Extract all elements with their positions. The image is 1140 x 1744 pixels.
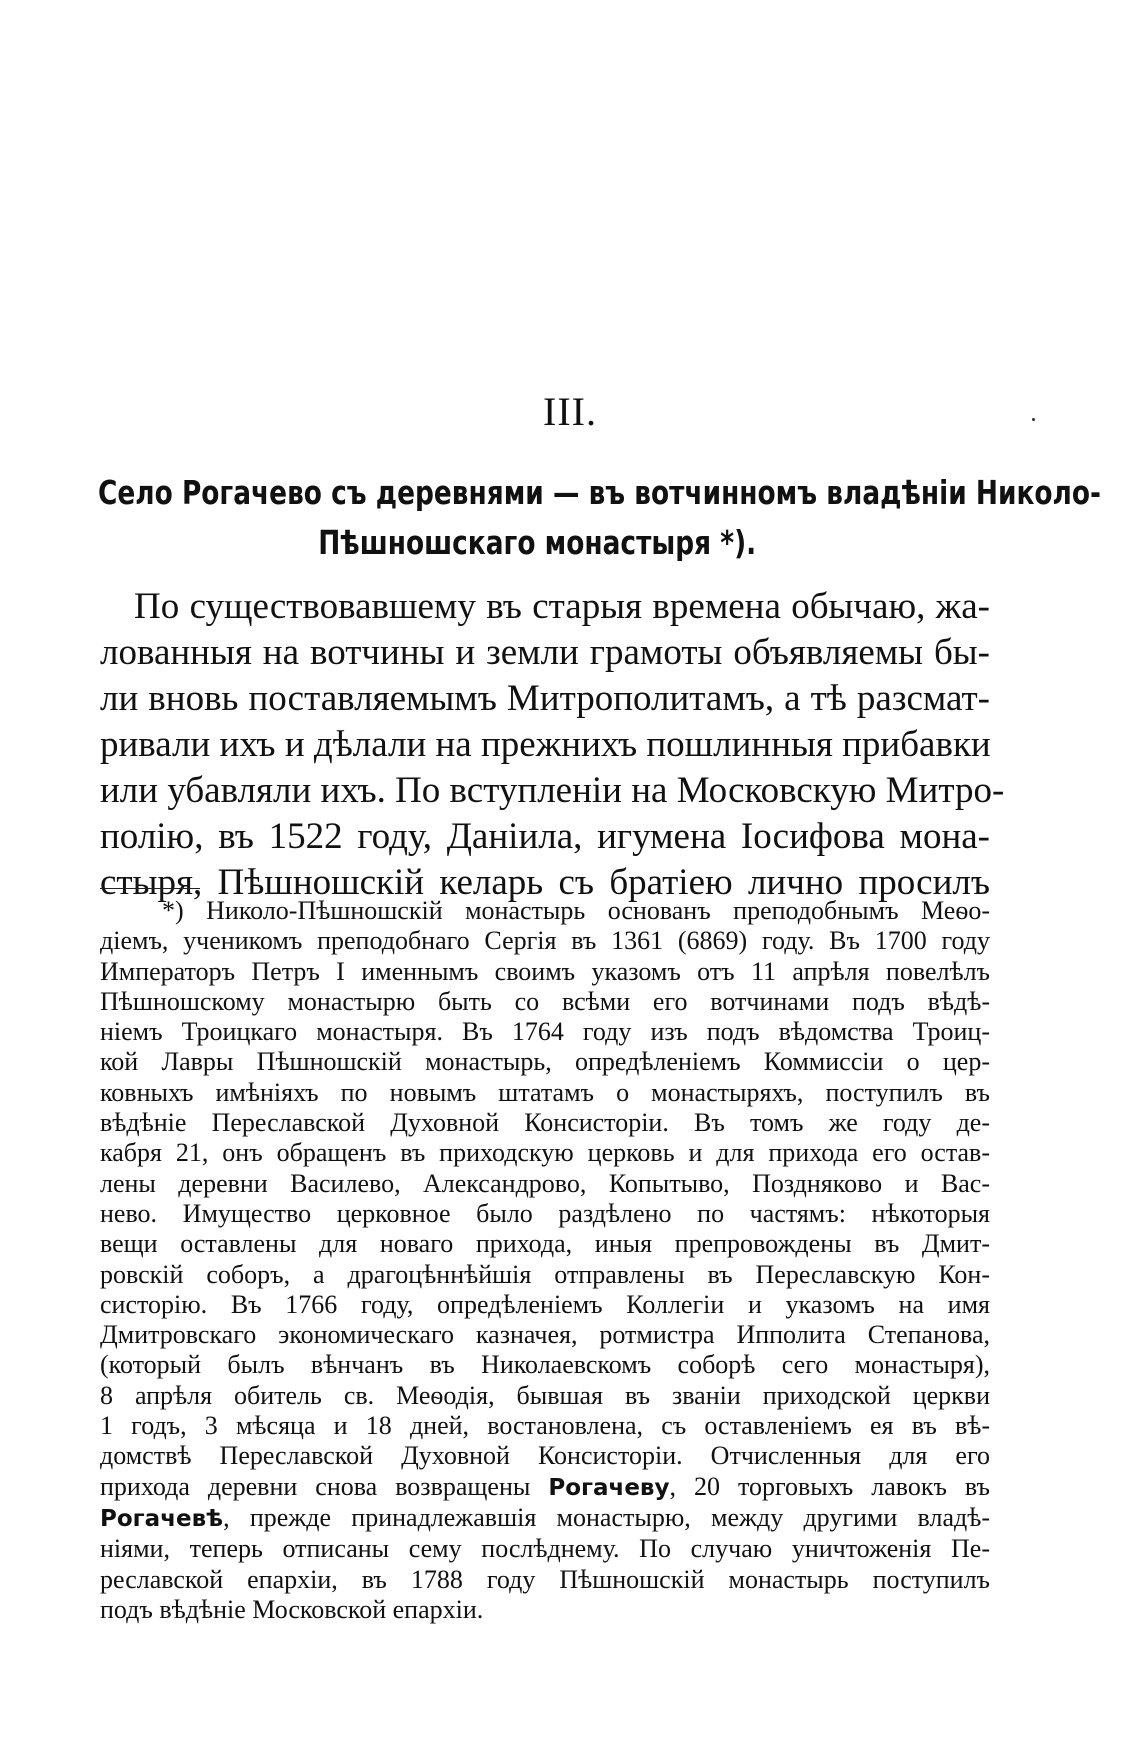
footnote-line: *) Николо-Пѣшношскій монастырь основанъ преподобнымъ Меѳо- (162, 896, 990, 925)
section-title-line: Пѣшношскаго монастыря *). (318, 523, 757, 562)
footnote-line: реславской епархіи, въ 1788 году Пѣшношскій монастырь поступилъ (100, 1564, 990, 1594)
footnote-line: ніемъ Троицкаго монастыря. Въ 1764 году изъ подъ вѣдомства Троиц- (100, 1017, 990, 1047)
footnote-line: кабря 21, онъ обращенъ въ приходскую церковь и для прихода его остав- (100, 1138, 990, 1168)
footnote-line: лены деревни Василево, Александрово, Копытыво, Поздняково и Вас- (100, 1168, 990, 1198)
print-speck (1032, 418, 1035, 421)
footnote-line: вещи оставлены для новаго прихода, иныя препровождены въ Дмит- (100, 1229, 990, 1259)
footnote-line: ковныхъ имѣніяхъ по новымъ штатамъ о монастыряхъ, поступилъ въ (100, 1077, 990, 1107)
footnote-line: ніями, теперь отписаны сему послѣднему. По случаю уничтоженія Пе- (100, 1534, 990, 1564)
paragraph-line: полію, въ 1522 году, Даніила, игумена Іосифова мона- (100, 816, 990, 857)
footnote-line: (который былъ вѣнчанъ въ Николаевскомъ соборѣ сего монастыря), (100, 1350, 990, 1380)
footnote-line: Пѣшношскому монастырю быть со всѣми его вотчинами подъ вѣдѣ- (100, 986, 990, 1016)
place-name-emphasis: Рогачевѣ (100, 1505, 224, 1532)
footnote (100, 896, 990, 1625)
footnote-line: 1 годъ, 3 мѣсяца и 18 дней, востановлена, съ оставленіемъ ея въ вѣ- (100, 1411, 990, 1441)
footnote-line: домствѣ Переславской Духовной Консисторіи. Отчисленныя для его (100, 1441, 990, 1471)
paragraph-line: стыря, Пѣшношскій келарь съ братіею лично просилъ (100, 862, 990, 903)
footnote-line: Дмитровскаго экономическаго казначея, ротмистра Ипполита Степанова, (100, 1320, 990, 1350)
footnote-text: прихода деревни снова возвращены (100, 1471, 549, 1501)
paragraph-line: или убавляли ихъ. По вступленіи на Московскую Митро- (100, 770, 1005, 811)
footnote-line: вѣдѣніе Переславской Духовной Консисторіи. Въ томъ же году де- (100, 1108, 990, 1138)
footnote-text: , 20 торговыхъ лавокъ въ (669, 1471, 990, 1501)
footnote-line: подъ вѣдѣніе Московской епархіи. (100, 1594, 484, 1624)
section-title (98, 468, 1101, 568)
chapter-number: III. (543, 389, 597, 434)
footnote-line: систорію. Въ 1766 году, опредѣленіемъ Коллегіи и указомъ на имя (100, 1289, 990, 1319)
paragraph-line: ривали ихъ и дѣлали на прежнихъ пошлинныя прибавки (100, 724, 991, 765)
paragraph-line: По существовавшему въ старыя времена обычаю, жа- (134, 586, 990, 627)
footnote-line: 8 апрѣля обитель св. Меѳодія, бывшая въ званіи приходской церкви (100, 1380, 990, 1410)
section-title-line: Село Рогачево съ деревнями — въ вотчинномъ владѣніи Николо- (98, 473, 1101, 512)
footnote-divider (100, 888, 200, 889)
footnote-line: Императоръ Петръ I именнымъ своимъ указомъ отъ 11 апрѣля повелѣлъ (100, 956, 990, 986)
paragraph-line: ли вновь поставляемымъ Митрополитамъ, а тѣ разсмат- (100, 678, 990, 719)
footnote-line: ровскій соборъ, а драгоцѣннѣйшія отправлены въ Переславскую Кон- (100, 1259, 990, 1289)
footnote-text: , прежде принадлежавшія монастырю, между другими владѣ- (223, 1502, 990, 1532)
paragraph-line: лованныя на вотчины и земли грамоты объявляемы бы- (100, 632, 990, 673)
place-name-emphasis: Рогачеву (548, 1474, 670, 1501)
footnote-line: кой Лавры Пѣшношскій монастырь, опредѣленіемъ Коммиссіи о цер- (100, 1047, 990, 1077)
main-paragraph (100, 584, 1005, 906)
footnote-line: нево. Имущество церковное было раздѣлено по частямъ: нѣкоторыя (100, 1198, 990, 1228)
footnote-line (100, 1503, 990, 1534)
footnote-line (100, 1472, 990, 1503)
footnote-line: діемъ, ученикомъ преподобнаго Сергія въ 1361 (6869) году. Въ 1700 году (100, 926, 990, 956)
